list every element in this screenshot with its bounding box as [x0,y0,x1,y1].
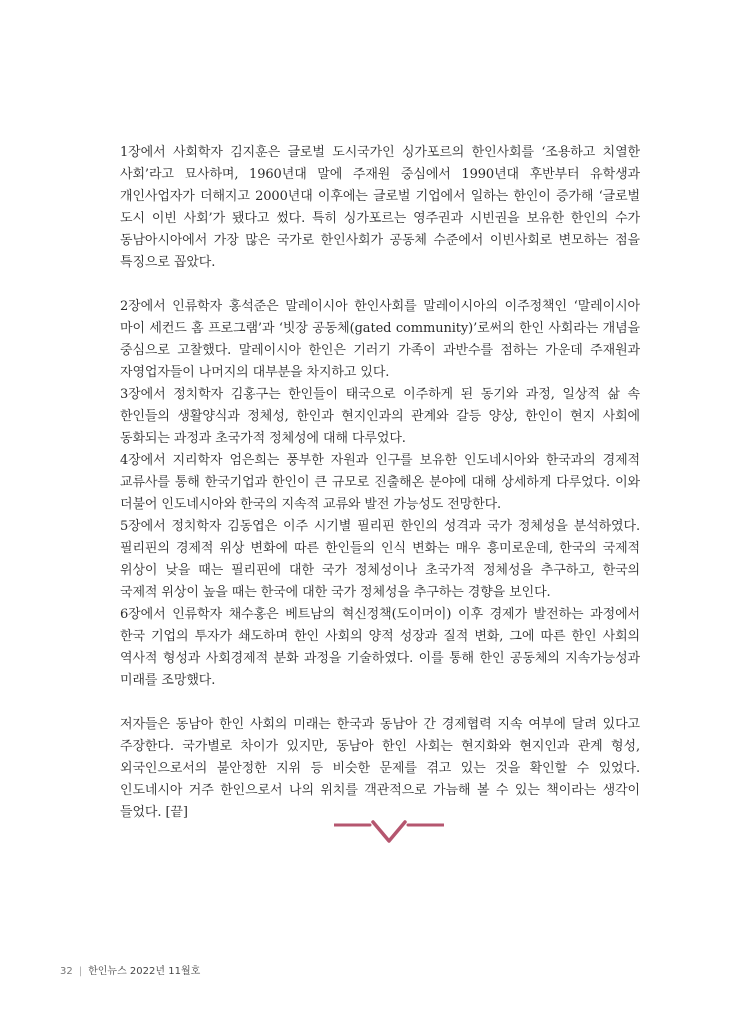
paragraph-conclusion: 저자들은 동남아 한인 사회의 미래는 한국과 동남아 간 경제협력 지속 여부에 달려 있다고 주장한다. 국가별로 차이가 있지만, 동남아 한인 사회는 현지화와 현지인과 관계 형성, 외국인으로서의 불안정한 지위 등 비슷한 문제를 겪고 있는 것을 확인할 수 있었다. 인도네시아 거주 한인으로서 나의 위치를 객관적으로 가늠해 볼 수 있는 책이라는 생각이 들었다. [끝] [120,717,640,820]
footer-separator: | [78,966,83,977]
page-number: 32 [60,966,73,977]
chapters-2-6-section [120,296,640,692]
paragraph-chapter1: 1장에서 사회학자 김지훈은 글로벌 도시국가인 싱가포르의 한인사회를 ‘조용하고 치열한 사회’라고 묘사하며, 1960년대 말에 주재원 중심에서 1990년대 후반부터 유학생과 개인사업자가 더해지고 2000년대 이후에는 글로벌 기업에서 일하는 한인이 증가해 ‘글로벌 도시 이빈 사회’가 됐다고 썼다. 특히 싱가포르는 영주권과 시빈권을 보유한 한인의 수가 동남아시아에서 가장 많은 국가로 한인사회가 공동체 수준에서 이빈사회로 변모하는 점을 특징으로 꼽았다. [120,145,640,270]
page-footer [60,962,200,977]
chevron-down-icon [334,817,444,849]
article-body [120,142,640,846]
publication-info: 한인뉴스 2022년 11월호 [88,966,201,977]
paragraph-chapter4: 4장에서 지리학자 엄은희는 풍부한 자원과 인구를 보유한 인도네시아와 한국과의 경제적 교류사를 통해 한국기업과 한인이 큰 규모로 진출해온 분야에 대해 상세하게 다루었다. 이와 더불어 인도네시아와 한국의 지속적 교류와 발전 가능성도 전망한다. [120,453,640,512]
conclusion-section [120,714,640,824]
paragraph-chapter2: 2장에서 인류학자 홍석준은 말레이시아 한인사회를 말레이시아의 이주정책인 ‘말레이시아 마이 세컨드 홈 프로그램’과 ‘빗장 공동체(gated community)’로써의 한인 사회라는 개념을 중심으로 고찰했다. 말레이시아 한인은 기러기 가족이 과반수를 점하는 가운데 주재원과 자영업자들이 나머지의 대부분을 차지하고 있다. [120,299,640,380]
paragraph-chapter3: 3장에서 정치학자 김홍구는 한인들이 태국으로 이주하게 된 동기와 과정, 일상적 삶 속 한인들의 생활양식과 정체성, 한인과 현지인과의 관계와 갈등 양상, 한인이 현지 사회에 동화되는 과정과 초국가적 정체성에 대해 다루었다. [120,387,640,446]
chapter1-section [120,142,640,274]
paragraph-chapter6: 6장에서 인류학자 채수홍은 베트남의 혁신정책(도이머이) 이후 경제가 발전하는 과정에서 한국 기업의 투자가 쇄도하며 한인 사회의 양적 성장과 질적 변화, 그에 따른 한인 사회의 역사적 형성과 사회경제적 분화 과정을 기술하였다. 이를 통해 한인 공동체의 지속가능성과 미래를 조망했다. [120,607,640,688]
paragraph-chapter5: 5장에서 정치학자 김동엽은 이주 시기별 필리핀 한인의 성격과 국가 정체성을 분석하였다. 필리핀의 경제적 위상 변화에 따른 한인들의 인식 변화는 매우 흥미로운데, 한국의 국제적 위상이 낮을 때는 필리핀에 대한 국가 정체성이나 초국가적 정체성을 추구하고, 한국의 국제적 위상이 높을 때는 한국에 대한 국가 정체성을 추구하는 경향을 보인다. [120,519,640,600]
